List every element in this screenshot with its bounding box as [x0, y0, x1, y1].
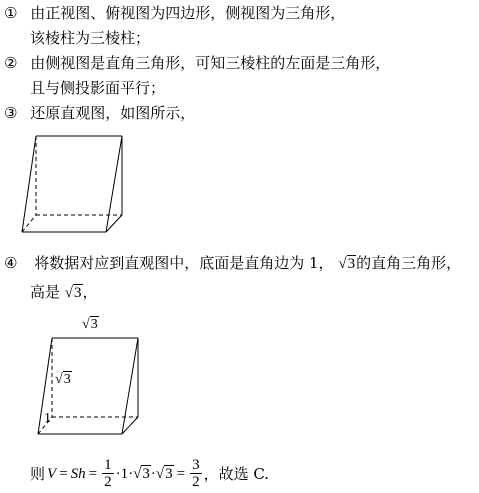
- step-4-line-1: [4, 254, 461, 273]
- final-eq3: =: [176, 465, 186, 482]
- step-4-text-1: 将数据对应到直观图中，底面是直角边为 1，: [34, 254, 334, 272]
- sqrt3-final-2: [156, 454, 174, 493]
- final-eq1: =: [59, 465, 68, 482]
- sqrt-sign: √: [64, 285, 74, 301]
- sqrt-sign: √: [55, 372, 63, 387]
- sqrt-arg: 3: [74, 285, 82, 301]
- fraction-numerator: 1: [104, 457, 112, 473]
- label-top-sqrt3: [82, 318, 99, 332]
- final-prefix: 则: [30, 464, 46, 483]
- top-label-value: 3: [90, 317, 98, 332]
- final-V: V: [47, 465, 57, 482]
- fraction-one-half: [102, 457, 114, 490]
- final-h: h: [78, 465, 86, 482]
- step-1-line-1: [4, 4, 345, 22]
- step-2-text-2: 且与侧投影面平行；: [30, 79, 166, 97]
- sqrt-sign: √: [82, 317, 90, 332]
- step-1-marker: ①: [4, 4, 18, 22]
- step-4-text-4: ，: [82, 283, 98, 301]
- prism-figure-2: [36, 334, 148, 438]
- side-label-value: 3: [63, 372, 71, 387]
- step-1-text-1: 由正视图、俯视图为四边形，侧视图为三角形，: [30, 4, 346, 22]
- final-formula: [30, 454, 269, 493]
- sqrt-arg: 3: [347, 256, 356, 272]
- sqrt-sign: √: [155, 466, 165, 482]
- step-2-line-1: [4, 54, 390, 72]
- fraction-denominator: 2: [192, 474, 200, 490]
- sqrt-arg: 3: [165, 466, 173, 482]
- step-2-marker: ②: [4, 54, 18, 72]
- final-dot2: ·: [150, 465, 156, 482]
- label-bottom-1: 1: [44, 411, 51, 426]
- step-3-line-1: [4, 104, 195, 122]
- sqrt-sign: √: [338, 256, 347, 272]
- fraction-three-halves: [190, 457, 202, 490]
- sqrt3-final-1: [133, 454, 151, 493]
- final-S: S: [70, 465, 79, 482]
- prism1-left-edge: [22, 136, 36, 232]
- prism-figure-1: [20, 132, 132, 236]
- final-suffix: ，故选 C.: [203, 464, 270, 483]
- step-4-text-2: 的直角三角形，: [356, 254, 462, 272]
- final-dot1: ·1·: [115, 465, 134, 482]
- step-3-text-1: 还原直观图，如图所示，: [30, 104, 196, 122]
- step-4-line-2: [30, 283, 98, 302]
- step-1-text-2: 该棱柱为三棱柱；: [30, 29, 151, 47]
- fraction-numerator: 3: [192, 457, 200, 473]
- final-eq2: =: [88, 465, 98, 482]
- step-2-text-1: 由侧视图是直角三角形，可知三棱柱的左面是三角形，: [30, 54, 391, 72]
- step-4-text-3: 高是: [30, 283, 61, 301]
- label-side-sqrt3: [55, 373, 72, 387]
- step-3-marker: ③: [4, 104, 18, 122]
- sqrt3-inline-1: [338, 254, 356, 273]
- fraction-denominator: 2: [104, 474, 112, 490]
- sqrt3-inline-2: [65, 283, 83, 302]
- sqrt-sign: √: [133, 466, 142, 482]
- sqrt-arg: 3: [142, 466, 150, 482]
- step-4-marker: ④: [4, 254, 18, 272]
